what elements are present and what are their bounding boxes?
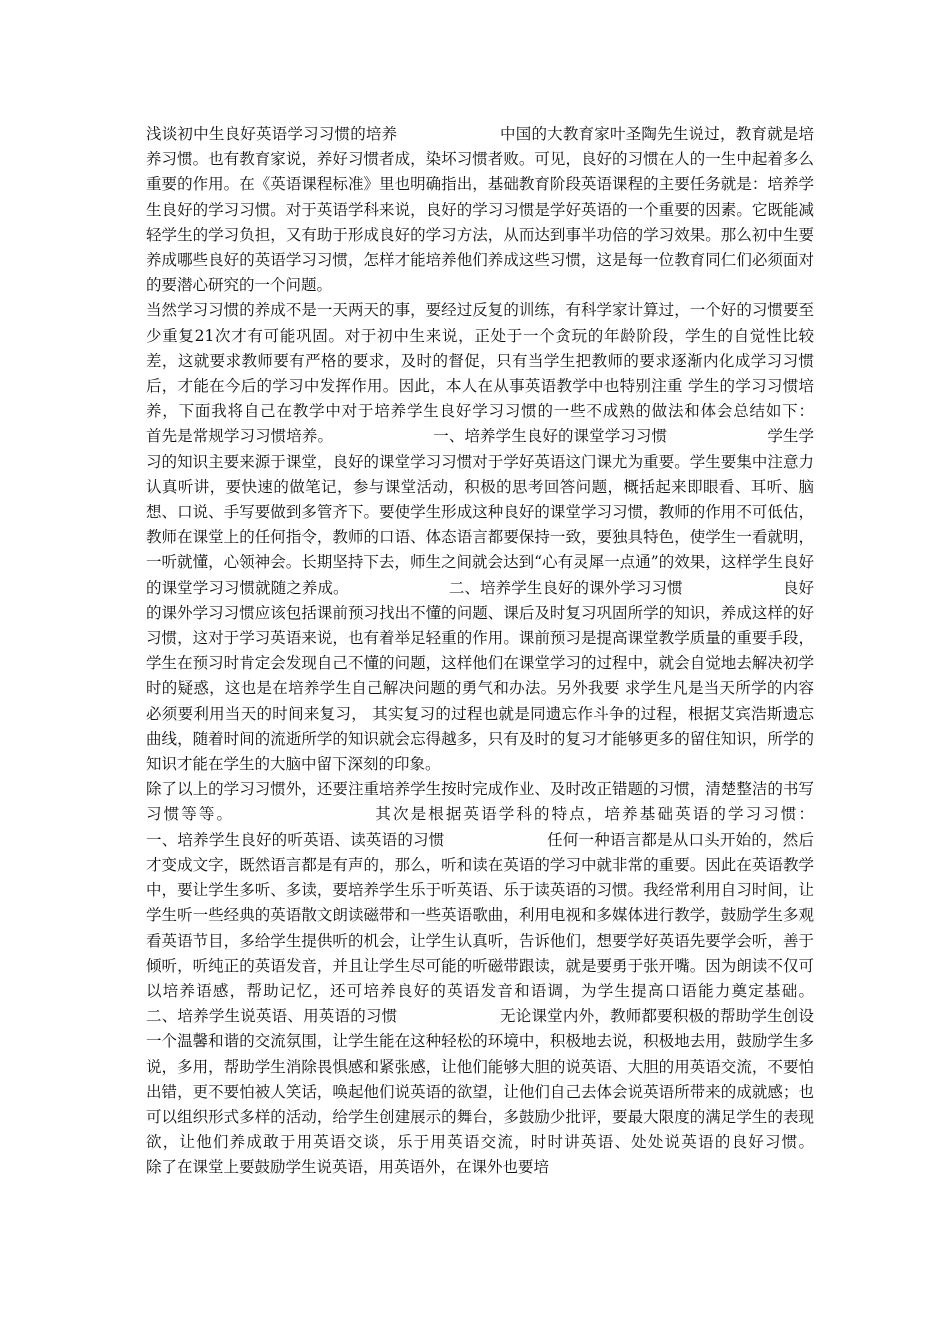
- paragraph-intro: 浅谈初中生良好英语学习习惯的培养 中国的大教育家叶圣陶先生说过，教育就是培养习惯。也有教育家说，养好习惯者成，染坏习惯者败。可见，良好的习惯在人的一生中起着多么重要的作用。在《英语课程标准》里也明确指出，基础教育阶段英语课程的主要任务就是：培养学生良好的学习习惯。对于英语学科来说，良好的学习习惯是学好英语的一个重要的因素。它既能减轻学生的学习负担，又有助于形成良好的学习方法，从而达到事半功倍的学习效果。那么初中生要养成哪些良好的英语学习习惯，怎样才能培养他们养成这些习惯，这是每一位教育同仁们必须面对的要潜心研究的一个问题。: [146, 125, 814, 295]
- paragraph-english-habits: 除了以上的学习习惯外，还要注重培养学生按时完成作业、及时改正错题的习惯，清楚整洁的书写习惯等等。 其次是根据英语学科的特点，培养基础英语的学习习惯： 一、培养学生良好的听英语、读英语的习惯 任何一种语言都是从口头开始的，然后才变成文字，既然语言都是有声的，那么，听和读在英语的学习中就非常的重要。因此在英语教学中，要让学生多听、多读，要培养学生乐于听英语、乐于读英语的习惯。我经常利用自习时间，让学生听一些经典的英语散文朗读磁带和一些英语歌曲，利用电视和多媒体进行教学，鼓励学生多观看英语节目，多给学生提供听的机会，让学生认真听，告诉他们，想要学好英语先要学会听，善于倾听，听纯正的英语发音，并且让学生尽可能的听磁带跟读，就是要勇于张开嘴。因为朗读不仅可以培养语感，帮助记忆，还可培养良好的英语发音和语调，为学生提高口语能力奠定基础。 二、培养学生说英语、用英语的习惯 无论课堂内外，教师都要积极的帮助学生创设一个温馨和谐的交流氛围，让学生能在这种轻松的环境中，积极地去说，积极地去用，鼓励学生多说，多用，帮助学生消除畏惧感和紧张感，让他们能够大胆的说英语、大胆的用英语交流，不要怕出错，更不要怕被人笑话，唤起他们说英语的欲望，让他们自己去体会说英语所带来的成就感；也可以组织形式多样的活动，给学生创建展示的舞台，多鼓励少批评，要最大限度的满足学生的表现欲，让他们养成敢于用英语交谈，乐于用英语交流，时时讲英语、处处说英语的良好习惯。 除了在课堂上要鼓励学生说英语，用英语外，在课外也要培: [146, 780, 913, 1177]
- paragraph-routine-habits: 当然学习习惯的养成不是一天两天的事，要经过反复的训练，有科学家计算过，一个好的习惯要至少重复21次才有可能巩固。对于初中生来说，正处于一个贪玩的年龄阶段，学生的自觉性比较差，这就要求教师要有严格的要求，及时的督促，只有当学生把教师的要求逐渐内化成学习习惯后，才能在今后的学习中发挥作用。因此，本人在从事英语教学中也特别注重 学生的学习习惯培养，下面我将自己在教学中对于培养学生良好学习习惯的一些不成熟的做法和体会总结如下： 首先是常规学习习惯培养。 一、培养学生良好的课堂学习习惯 学生学习的知识主要来源于课堂，良好的课堂学习习惯对于学好英语这门课尤为重要。学生要集中注意力认真听讲，要快速的做笔记，参与课堂活动，积极的思考回答问题，概括起来即眼看、耳听、脑想、口说、手写要做到多管齐下。要使学生形成这种良好的课堂学习习惯，教师的作用不可低估，教师在课堂上的任何指令，教师的口语、体态语言都要保持一致，要独具特色，使学生一看就明，一听就懂，心领神会。长期坚持下去，师生之间就会达到“心有灵犀一点通”的效果，这样学生良好的课堂学习习惯就随之养成。 二、培养学生良好的课外学习习惯 良好的课外学习习惯应该包括课前预习找出不懂的问题、课后及时复习巩固所学的知识，养成这样的好习惯，这对于学习英语来说，也有着举足轻重的作用。课前预习是提高课堂教学质量的重要手段，学生在预习时肯定会发现自己不懂的问题，这样他们在课堂学习的过程中，就会自觉地去解决初学时的疑惑，这也是在培养学生自己解决问题的勇气和办法。另外我要 求学生凡是当天所学的内容必须要利用当天的时间来复习， 其实复习的过程也就是同遗忘作斗争的过程，根据艾宾浩斯遗忘曲线，随着时间的流逝所学的知识就会忘得越多，只有及时的复习才能够更多的留住知识，所学的知识才能在学生的大脑中留下深刻的印象。: [146, 301, 913, 774]
- document-body: [146, 122, 913, 1181]
